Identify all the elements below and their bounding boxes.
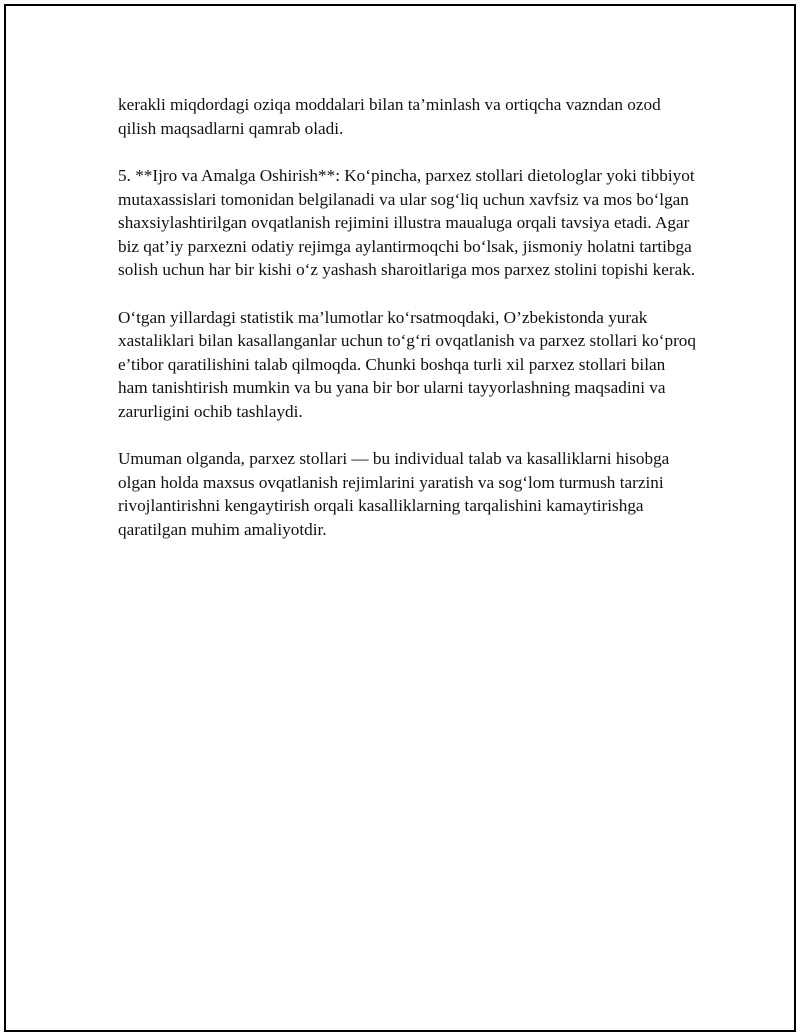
paragraph-continuation: kerakli miqdordagi oziqa moddalari bilan ta’minlash va ortiqcha vazndan ozod qilish maqsadlarni qamrab oladi.	[118, 95, 661, 138]
paragraph-conclusion: Umuman olganda, parxez stollari — bu individual talab va kasalliklarni hisobga olgan holda maxsus ovqatlanish rejimlarini yaratish va sog‘lom turmush tarzini rivojlantirishni kengaytirish orqali kasalliklarning tarqalishini kamaytirishga qaratilgan muhim amaliyotdir.	[118, 449, 670, 539]
paragraph-statistics: O‘tgan yillardagi statistik ma’lumotlar ko‘rsatmoqdaki, O’zbekistonda yurak xastaliklari bilan kasallanganlar uchun to‘g‘ri ovqatlanish va parxez stollari ko‘proq e’tibor qaratilishini talab qilmoqda. Chunki boshqa turli xil parxez stollari bilan ham tanishtirish mumkin va bu yana bir bor ularni tayyorlashning maqsadini va zarurligini ochib tashlaydi.	[118, 307, 696, 421]
document-body	[118, 93, 698, 565]
paragraph-ijro-va-amalga-oshirish: 5. **Ijro va Amalga Oshirish**: Ko‘pincha, parxez stollari dietologlar yoki tibbiyot mutaxassislari tomonidan belgilanadi va ular sog‘liq uchun xavfsiz va mos bo‘lgan shaxsiylashtirilgan ovqatlanish rejimini illustra maualuga orqali tavsiya etadi. Agar biz qat’iy parxezni odatiy rejimga aylantirmoqchi bo‘lsak, jismoniy holatni tartibga solish uchun har bir kishi o‘z yashash sharoitlariga mos parxez stolini topishi kerak.	[118, 166, 696, 279]
